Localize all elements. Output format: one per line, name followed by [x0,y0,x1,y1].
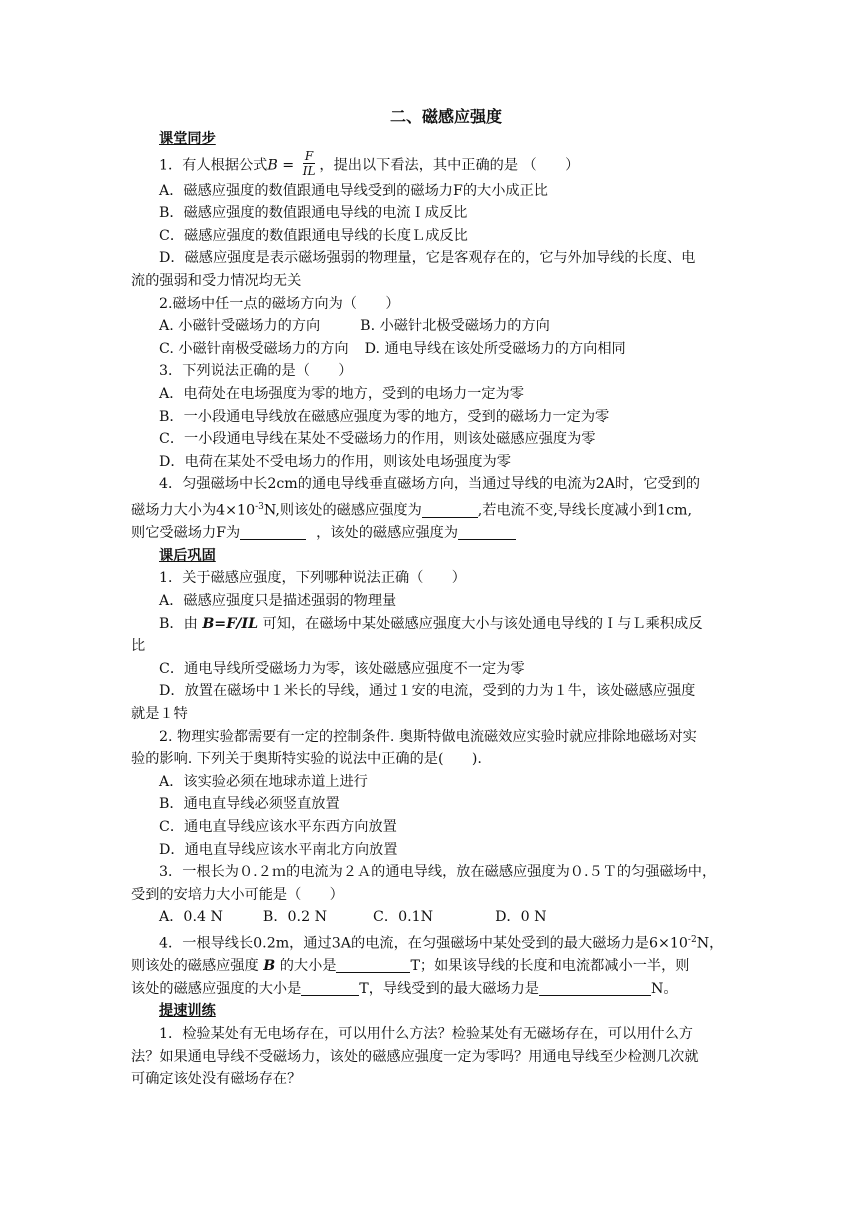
section-heading-speed-training: 提速训练 [159,1003,216,1020]
review-question-1-option-b-line2: 比 [131,638,146,655]
question-4-line2: 磁场力大小为$4\times 10^{-3}N$,则该处的磁感应强度为 ,若电流不变,导线长度减小到1cm, [131,501,692,519]
review-question-1-option-b-line1: B．由 B=F/IL 可知，在磁场中某处磁感应强度大小与该处通电导线的Ｉ与Ｌ乘积成反 [159,615,703,632]
formula-b-equals-f-over-il: B=F/IL [202,615,259,632]
review-question-2-option-c: C．通电直导线应该水平东西方向放置 [159,818,397,835]
review-question-2-line2: 验的影响. 下列关于奥斯特实验的说法中正确的是( ). [131,751,482,768]
review-question-3-line1: 3．一根长为０.２ｍ的电流为２Ａ的通电导线，放在磁感应强度为０.５Ｔ的匀强磁场中， [159,864,717,881]
question-1-stem: 1．有人根据公式B = $\frac{F}{IL}$ ，提出以下看法，其中正确的是 （ ） [159,148,580,178]
question-3-stem: 3．下列说法正确的是（ ） [159,363,353,380]
fraction-denominator: IL [302,163,316,178]
review-question-1-stem: 1．关于磁感应强度，下列哪种说法正确（ ） [159,570,466,587]
review-question-1-option-a: A．磁感应强度只是描述强弱的物理量 [159,593,397,610]
review-question-2-line1: 2. 物理实验都需要有一定的控制条件. 奥斯特做电流磁效应实验时就应排除地磁场对实 [159,728,697,745]
question-3-option-c: C．一小段通电导线在某处不受磁场力的作用，则该处磁感应强度为零 [159,431,596,448]
review-question-1-option-d-line2: 就是１特 [131,705,188,722]
question-1-option-b: B．磁感应强度的数值跟通电导线的电流Ｉ成反比 [159,205,468,222]
question-2-option-a: A. 小磁针受磁场力的方向 [159,318,321,335]
worksheet-content [131,128,731,1091]
review-question-3-line2: 受到的安培力大小可能是（ ） [131,886,344,903]
training-question-1-line2: 法？如果通电导线不受磁场力，该处的磁感应强度一定为零吗？用通电导线至少检测几次就 [131,1048,699,1065]
review-question-4-line1: 4．一根导线长0.2m，通过3A的电流，在匀强磁场中某处受到的最大磁场力是$6\times 10^{-2}N$， [159,934,724,952]
review-question-1-option-d-line1: D．放置在磁场中１米长的导线，通过１安的电流，受到的力为１牛，该处磁感应强度 [159,683,696,700]
question-1-option-c: C．磁感应强度的数值跟通电导线的长度Ｌ成反比 [159,227,468,244]
answer-blank-4[interactable] [336,957,410,973]
question-4-line3: 则它受磁场力F为 ，该处的磁感应强度为 [131,522,731,545]
question-3-option-a: A．电荷处在电场强度为零的地方，受到的电场力一定为零 [159,385,524,402]
question-2-option-c: C. 小磁针南极受磁场力的方向 [159,340,349,357]
answer-blank-2[interactable] [240,524,306,540]
section-heading-review: 课后巩固 [159,547,216,564]
question-1-option-d-line2: 流的强弱和受力情况均无关 [131,272,302,289]
formula-fraction [301,149,318,178]
review-question-1-option-c: C．通电导线所受磁场力为零，该处磁感应强度不一定为零 [159,660,525,677]
fraction-numerator: F [304,148,314,163]
question-2-option-b: B. 小磁针北极受磁场力的方向 [360,318,550,335]
review-question-2-option-b: B．通电直导线必须竖直放置 [159,796,340,813]
answer-blank-3[interactable] [458,524,516,540]
review-question-3-option-c: C．0.1N [373,909,434,926]
question-1-option-a: A．磁感应强度的数值跟通电导线受到的磁场力F的大小成正比 [159,182,548,199]
training-question-1-line3: 可确定该处没有磁场存在？ [131,1071,302,1088]
question-3-option-d: D．电荷在某处不受电场力的作用，则该处电场强度为零 [159,453,511,470]
review-question-3-options [131,906,731,929]
review-question-2-option-a: A．该实验必须在地球赤道上进行 [159,773,368,790]
question-2-options-cd [131,338,731,361]
formula-var-b: B [267,157,278,174]
question-3-option-b: B．一小段通电导线放在磁感应强度为零的地方，受到的磁场力一定为零 [159,408,610,425]
review-question-3-option-d: D．0 N [495,909,547,926]
answer-blank-6[interactable] [539,980,651,996]
review-question-3-option-b: B．0.2 N [262,909,328,926]
review-question-3-option-a: A．0.4 N [159,909,223,926]
question-4-line1: 4．匀强磁场中长2cm的通电导线垂直磁场方向，当通过导线的电流为2A时，它受到的 [159,476,701,493]
question-2-options-ab [131,315,731,338]
question-1-option-d-line1: D．磁感应强度是表示磁场强弱的物理量，它是客观存在的，它与外加导线的长度、电 [159,250,696,267]
answer-blank-1[interactable] [422,502,478,518]
page-title: 二、磁感应强度 [389,107,502,126]
training-question-1-line1: 1．检验某处有无电场存在，可以用什么方法？检验某处有无磁场存在，可以用什么方 [159,1026,693,1043]
answer-blank-5[interactable] [301,980,359,996]
review-question-4-line2: 则该处的磁感应强度 B 的大小是 T；如果该导线的长度和电流都减小一半，则 [131,958,690,975]
review-question-4-line3: 该处的磁感应强度的大小是 T，导线受到的最大磁场力是 N。 [131,980,678,997]
section-heading-classroom: 课堂同步 [159,131,216,147]
question-2-option-d: D. 通电导线在该处所受磁场力的方向相同 [364,340,626,357]
review-question-2-option-d: D．通电直导线应该水平南北方向放置 [159,841,398,858]
question-2-stem: 2.磁场中任一点的磁场方向为（ ） [159,295,400,312]
